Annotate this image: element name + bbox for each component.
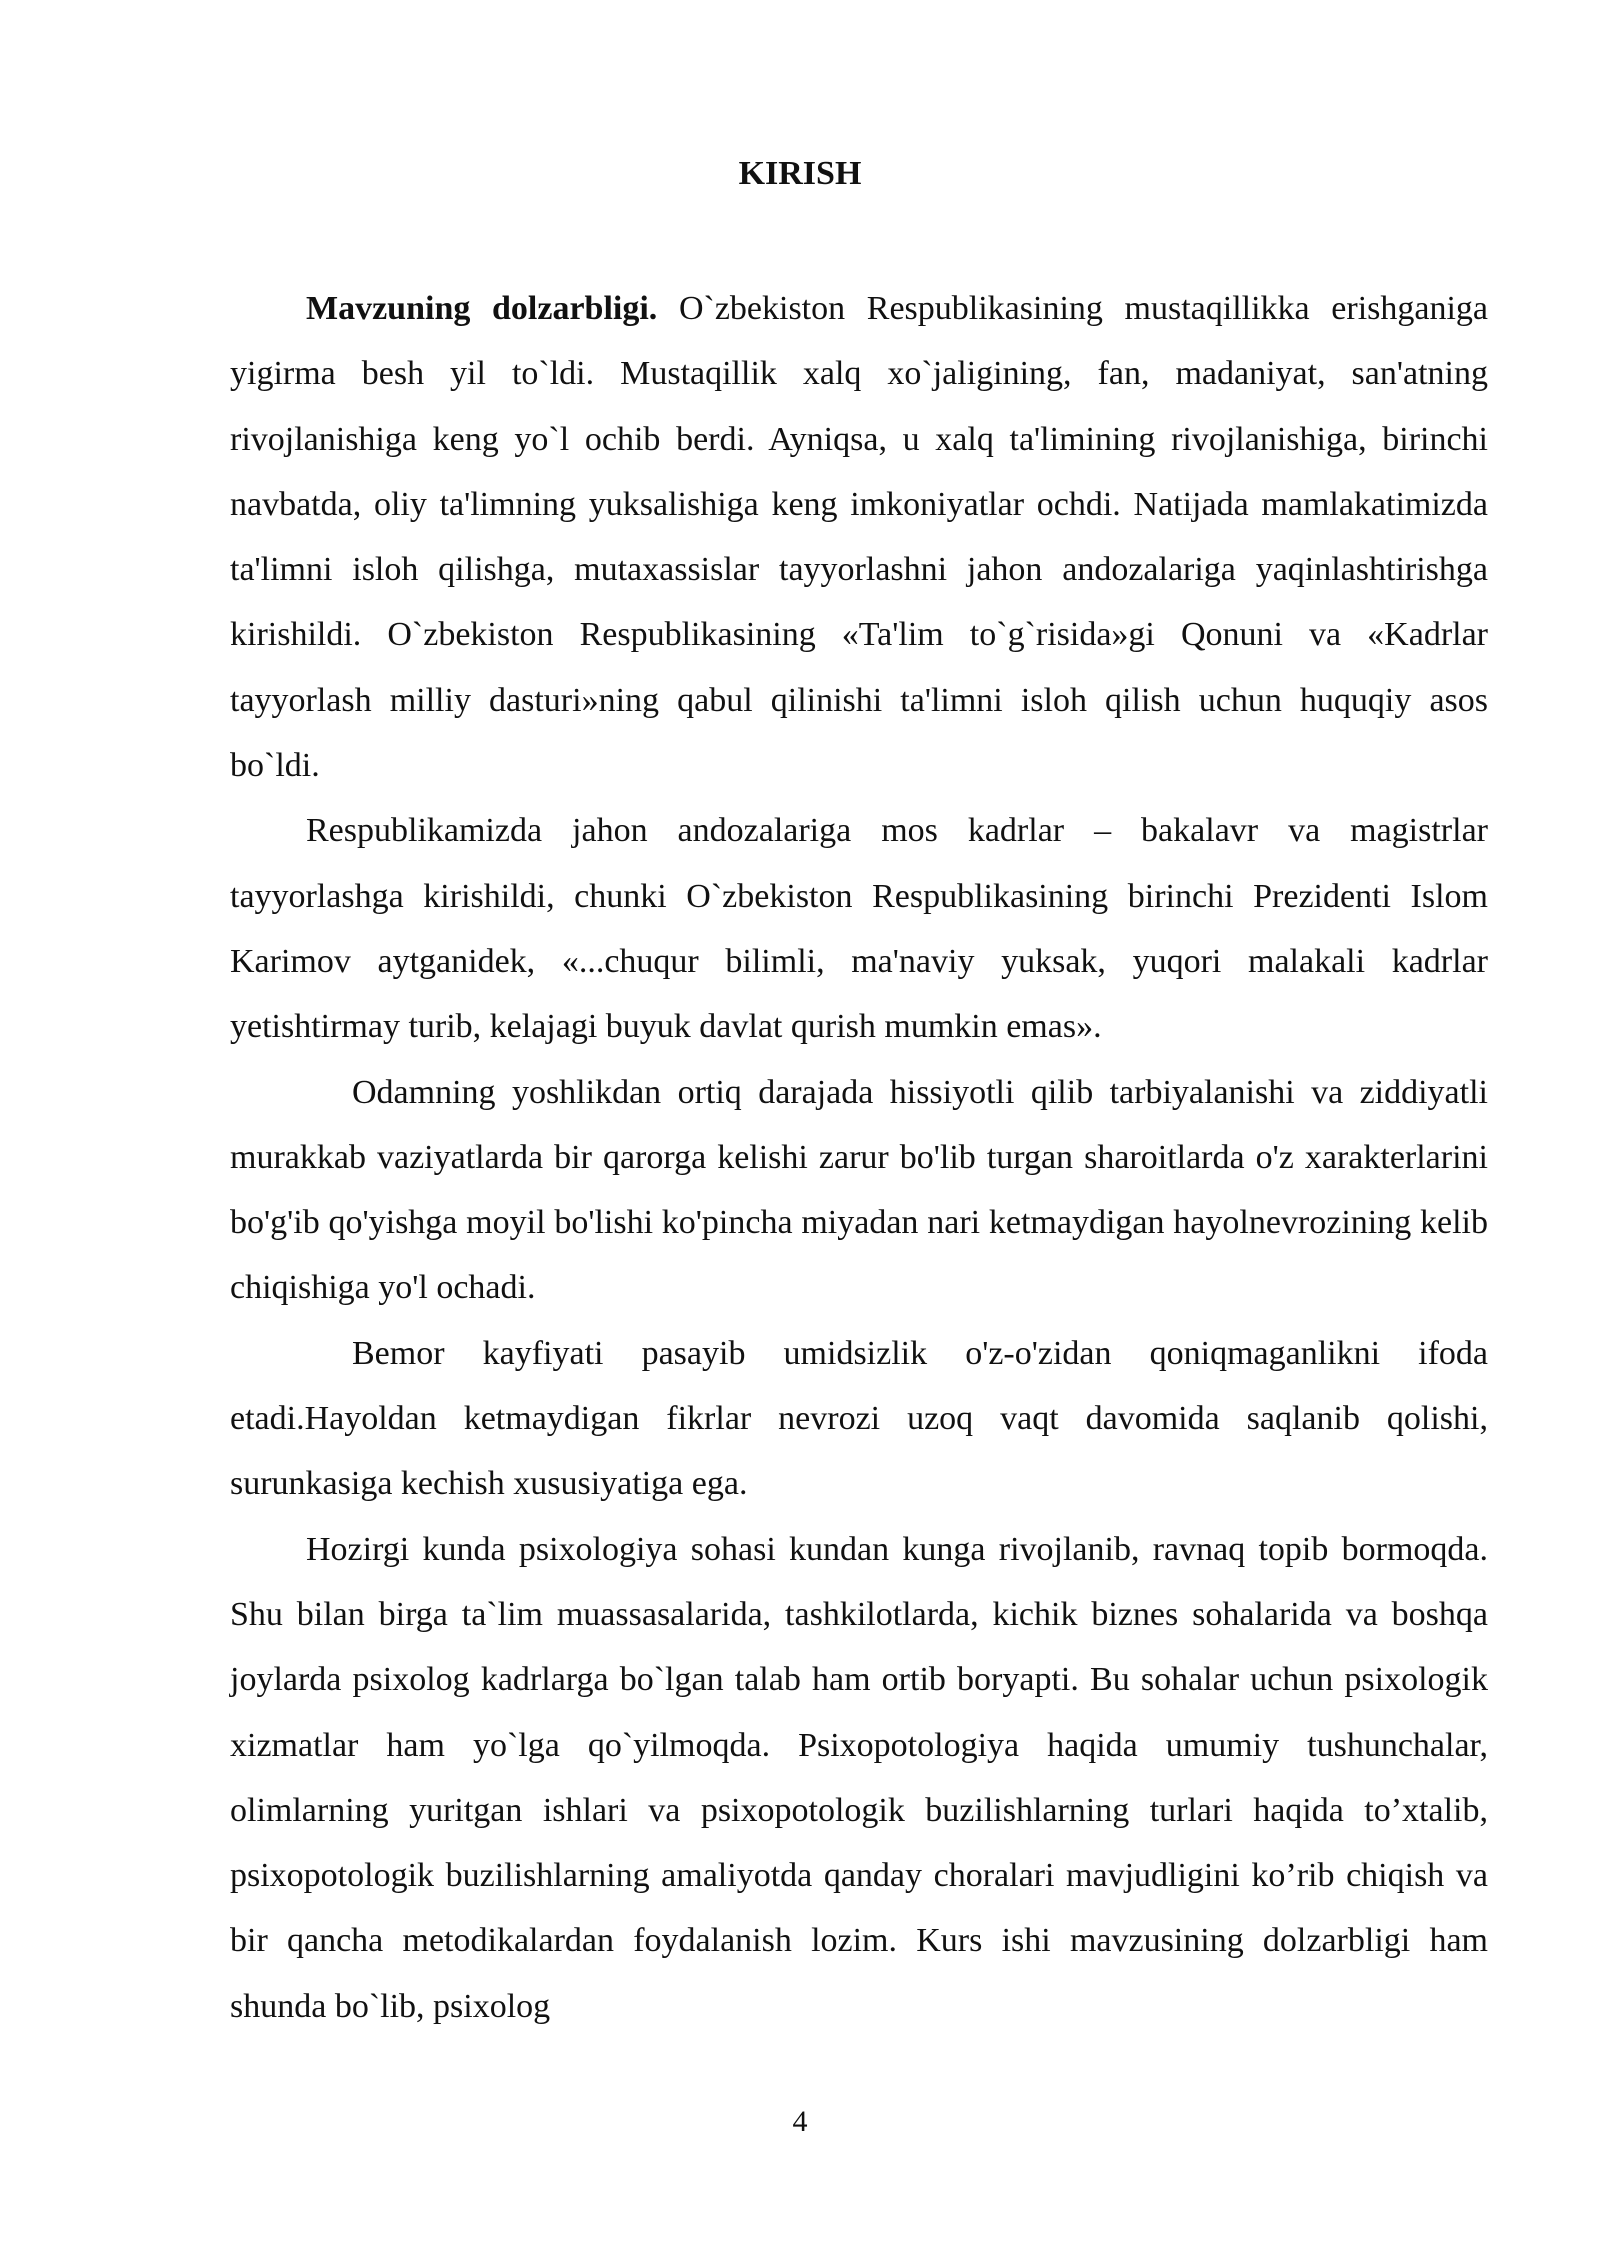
paragraph-lead-heading: Mavzuning dolzarbligi.: [306, 290, 658, 327]
paragraph-patient-mood: Bemor kayfiyati pasayib umidsizlik o'z-o'zidan qoniqmaganlikni ifoda etadi.Hayoldan ketmaydigan fikrlar nevrozi uzoq vaqt davomida saqlanib qolishi, surunkasiga kechish xususiyatiga ega.: [230, 1334, 1488, 1503]
paragraph-psychology-today: Hozirgi kunda psixologiya sohasi kundan kunga rivojlanib, ravnaq topib bormoqda. Shu bilan birga ta`lim muassasalarida, tashkilotlarda, kichik biznes sohalarida va boshqa joylarda psixolog kadrlarga bo`lgan talab ham ortib boryapti. Bu sohalar uchun psixologik xizmatlar ham yo`lga qo`yilmoqda. Psixopotologiya haqida umumiy tushunchalar, olimlarning yuritgan ishlari va psixopotologik buzilishlarning turlari haqida to’xtalib, psixopotologik buzilishlarning amaliyotda qanday choralari mavjudligini ko’rib chiqish va bir qancha metodikalardan foydalanish lozim. Kurs ishi mavzusining dolzarbligi ham shunda bo`lib, psixolog: [230, 1530, 1488, 2025]
document-body: [230, 276, 1488, 2039]
paragraph-text: O`zbekiston Respublikasining mustaqillikka erishganiga yigirma besh yil to`ldi. Mustaqillik xalq xo`jaligining, fan, madaniyat, san'atning rivojlanishiga keng yo`l ochib berdi. Ayniqsa, u xalq ta'limining rivojlanishiga, birinchi navbatda, oliy ta'limning yuksalishiga keng imkoniyatlar ochdi. Natijada mamlakatimizda ta'limni isloh qilishga, mutaxassislar tayyorlashni jahon andozalariga yaqinlashtirishga kirishildi. O`zbekiston Respublikasining «Ta'lim to`g`risida»gi Qonuni va «Kadrlar tayyorlash milliy dasturi»ning qabul qilinishi ta'limni isloh qilish uchun huquqiy asos bo`ldi.: [230, 290, 1488, 785]
page-number: 4: [792, 2105, 808, 2138]
paragraph-personnel: Respublikamizda jahon andozalariga mos kadrlar – bakalavr va magistrlar tayyorlashga kirishildi, chunki O`zbekiston Respublikasining birinchi Prezidenti Islom Karimov aytganidek, «...chuqur bilimli, ma'naviy yuksak, yuqori malakali kadrlar yetishtirmay turib, kelajagi buyuk davlat qurish mumkin emas».: [230, 812, 1488, 1046]
paragraph-emotional-upbringing: Odamning yoshlikdan ortiq darajada hissiyotli qilib tarbiyalanishi va ziddiyatli murakkab vaziyatlarda bir qarorga kelishi zarur bo'lib turgan sharoitlarda o'z xarakterlarini bo'g'ib qo'yishga moyil bo'lishi ko'pincha miyadan nari ketmaydigan hayolnevrozining kelib chiqishiga yo'l ochadi.: [230, 1073, 1488, 1307]
page-title: KIRISH: [738, 155, 862, 192]
paragraph-relevance: [230, 276, 1488, 798]
